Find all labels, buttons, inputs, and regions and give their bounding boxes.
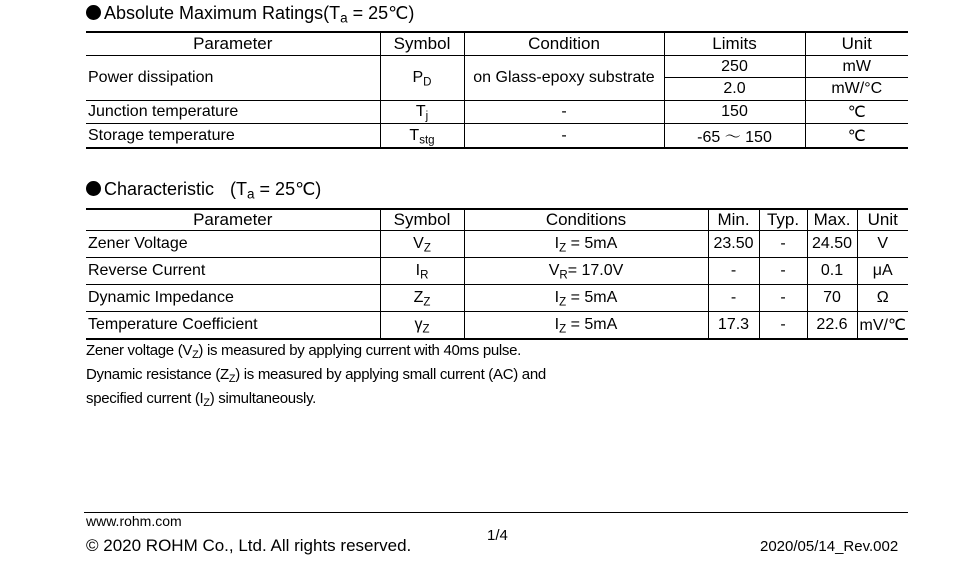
table-row (86, 101, 908, 124)
bullet-icon (86, 5, 101, 20)
symbol-zz: $Z_Z$ (380, 285, 464, 312)
col-header-symbol: Symbol (380, 209, 464, 231)
max-temperature-coefficient: 22.6 (807, 312, 857, 340)
footer-url[interactable]: www.rohm.com (86, 513, 182, 529)
unit-junction: ℃ (805, 101, 908, 124)
symbol-pd: $P_D$ (380, 56, 464, 101)
table-row (86, 312, 908, 340)
col-header-condition: Condition (464, 32, 664, 56)
typ-temperature-coefficient: - (759, 312, 807, 340)
col-header-min: Min. (708, 209, 759, 231)
absolute-maximum-ratings-table (86, 31, 908, 149)
table-row (86, 285, 908, 312)
condition-power: on Glass-epoxy substrate (464, 56, 664, 101)
min-reverse-current: - (708, 258, 759, 285)
param-dynamic-impedance: Dynamic Impedance (86, 285, 380, 312)
symbol-tj: $T_j$ (380, 101, 464, 124)
amr-heading (86, 3, 415, 26)
col-header-max: Max. (807, 209, 857, 231)
amr-title: Absolute Maximum Ratings (104, 3, 324, 23)
max-zener-voltage: 24.50 (807, 231, 857, 258)
unit-reverse-current: μA (857, 258, 908, 285)
limit-power-2: 2.0 (664, 78, 805, 101)
typ-dynamic-impedance: - (759, 285, 807, 312)
limit-junction: 150 (664, 101, 805, 124)
typ-zener-voltage: - (759, 231, 807, 258)
condition-junction: - (464, 101, 664, 124)
char-condition: ($T_a$ = 25℃) (230, 179, 322, 202)
typ-reverse-current: - (759, 258, 807, 285)
conditions-zener-voltage: $I_Z = 5mA$ (464, 231, 708, 258)
symbol-tstg: $T_{stg}$ (380, 124, 464, 149)
table-row (86, 258, 908, 285)
min-dynamic-impedance: - (708, 285, 759, 312)
footer-page-number: 1/4 (487, 527, 508, 544)
unit-power-2: mW/°C (805, 78, 908, 101)
amr-condition: ($T_a$ = 25℃) (323, 3, 415, 26)
footer-divider (84, 512, 908, 513)
min-temperature-coefficient: 17.3 (708, 312, 759, 340)
param-temperature-coefficient: Temperature Coefficient (86, 312, 380, 340)
note-dynamic-resistance: Dynamic resistance $(Z_Z)$ is measured by applying small current (AC) and (86, 366, 546, 386)
footer-copyright: © 2020 ROHM Co., Ltd. All rights reserved. (86, 536, 412, 555)
table-row (86, 56, 908, 78)
table-header-row (86, 209, 908, 231)
col-header-limits: Limits (664, 32, 805, 56)
param-reverse-current: Reverse Current (86, 258, 380, 285)
table-row (86, 124, 908, 149)
col-header-typ: Typ. (759, 209, 807, 231)
param-power-dissipation: Power dissipation (88, 69, 214, 86)
symbol-vz: $V_Z$ (380, 231, 464, 258)
limit-power-1: 250 (664, 56, 805, 78)
bullet-icon (86, 181, 101, 196)
col-header-conditions: Conditions (464, 209, 708, 231)
footer-revision: 2020/05/14_Rev.002 (760, 538, 899, 555)
limit-storage: -65 ～ 150 (664, 124, 805, 149)
conditions-reverse-current: $V_R= 17.0V$ (464, 258, 708, 285)
max-reverse-current: 0.1 (807, 258, 857, 285)
col-header-parameter: Parameter (86, 32, 380, 56)
char-title: Characteristic (104, 179, 215, 199)
max-dynamic-impedance: 70 (807, 285, 857, 312)
table-row (86, 231, 908, 258)
col-header-parameter: Parameter (86, 209, 380, 231)
col-header-symbol: Symbol (380, 32, 464, 56)
condition-storage: - (464, 124, 664, 149)
min-zener-voltage: 23.50 (708, 231, 759, 258)
conditions-dynamic-impedance: $I_Z = 5mA$ (464, 285, 708, 312)
param-zener-voltage: Zener Voltage (86, 231, 380, 258)
unit-storage: ℃ (805, 124, 908, 149)
col-header-unit: Unit (805, 32, 908, 56)
unit-zener-voltage: V (857, 231, 908, 258)
unit-power-1: mW (805, 56, 908, 78)
conditions-temperature-coefficient: $I_Z = 5mA$ (464, 312, 708, 340)
unit-temperature-coefficient: mV/℃ (857, 312, 908, 340)
col-header-unit: Unit (857, 209, 908, 231)
param-storage-temperature: Storage temperature (86, 124, 380, 149)
symbol-ir: $I_R$ (380, 258, 464, 285)
characteristic-table (86, 208, 908, 340)
symbol-gz: $\gamma_Z$ (380, 312, 464, 340)
table-header-row (86, 32, 908, 56)
note-zener-voltage: Zener voltage $(V_Z)$ is measured by applying current with 40ms pulse. (86, 342, 522, 362)
unit-dynamic-impedance: Ω (857, 285, 908, 312)
param-junction-temperature: Junction temperature (86, 101, 380, 124)
characteristic-heading (86, 179, 322, 202)
note-specified-current: specified current $(I_Z)$ simultaneously. (86, 390, 317, 410)
